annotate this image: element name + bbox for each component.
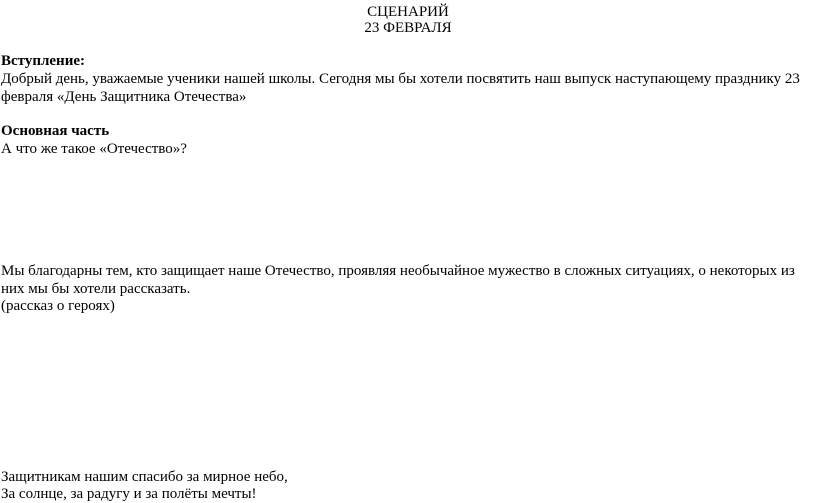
intro-heading: Вступление: <box>1 53 85 69</box>
intro-text-line-2: февраля «День Защитника Отечества» <box>1 89 247 105</box>
poem-line-1: Защитникам нашим спасибо за мирное небо, <box>1 469 288 485</box>
poem-line-2: За солнце, за радугу и за полёты мечты! <box>1 486 257 502</box>
intro-text-line-1: Добрый день, уважаемые ученики нашей школы. Сегодня мы бы хотели посвятить наш выпуск наступающему празднику 23 <box>1 71 800 87</box>
main-part-note: (рассказ о героях) <box>1 298 115 314</box>
main-part-text-line-2: них мы бы хотели рассказать. <box>1 281 191 297</box>
main-part-text-line-1: Мы благодарны тем, кто защищает наше Отечество, проявляя необычайное мужество в сложных ситуациях, о некоторых из <box>1 263 795 279</box>
title-line-1: СЦЕНАРИЙ <box>367 4 449 20</box>
title-line-2: 23 ФЕВРАЛЯ <box>364 20 452 36</box>
main-part-heading: Основная часть <box>1 123 110 139</box>
main-part-question: А что же такое «Отечество»? <box>1 141 187 157</box>
